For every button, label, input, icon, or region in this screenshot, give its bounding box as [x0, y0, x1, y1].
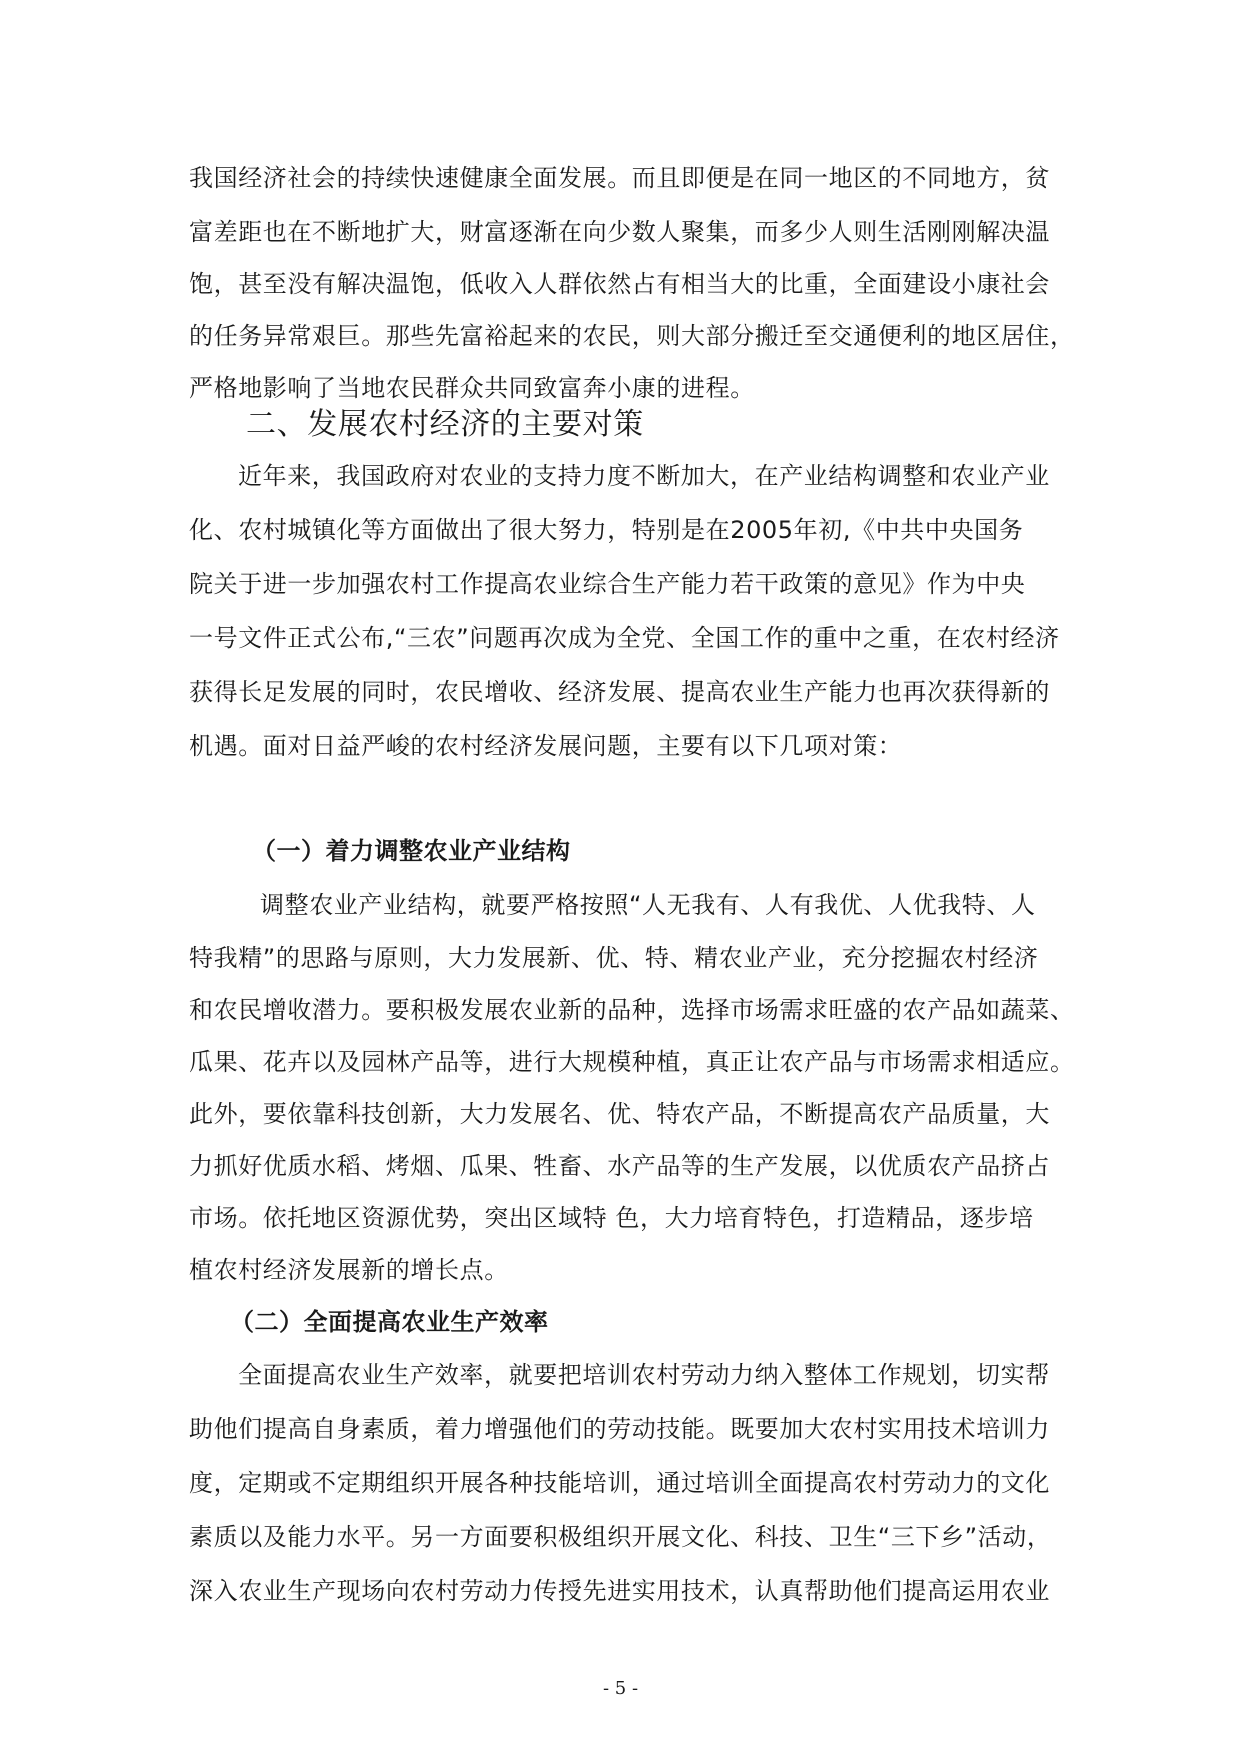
- paragraph-line: 助他们提高自身素质，着力增强他们的劳动技能。既要加大农村实用技术培训力: [189, 1415, 1050, 1443]
- paragraph-line: 和农民增收潜力。要积极发展农业新的品种，选择市场需求旺盛的农产品如蔬菜、: [189, 996, 1075, 1024]
- paragraph-line: 近年来，我国政府对农业的支持力度不断加大，在产业结构调整和农业产业: [238, 462, 1050, 490]
- paragraph-line: 植农村经济发展新的增长点。: [189, 1256, 509, 1284]
- paragraph-line: 饱，甚至没有解决温饱，低收入人群依然占有相当大的比重，全面建设小康社会: [189, 270, 1050, 298]
- paragraph-line: 机遇。面对日益严峻的农村经济发展问题，主要有以下几项对策：: [189, 732, 903, 760]
- paragraph-line: 院关于进一步加强农村工作提高农业综合生产能力若干政策的意见》作为中央: [189, 570, 1026, 598]
- paragraph-line: 全面提高农业生产效率，就要把培训农村劳动力纳入整体工作规划，切实帮: [238, 1361, 1050, 1389]
- paragraph-line: 我国经济社会的持续快速健康全面发展。而且即便是在同一地区的不同地方，贫: [189, 164, 1050, 192]
- paragraph-line: 特我精”的思路与原则，大力发展新、优、特、精农业产业，充分挖掘农村经济: [189, 944, 1039, 972]
- paragraph-line: 此外，要依靠科技创新，大力发展名、优、特农产品，不断提高农产品质量，大: [189, 1100, 1050, 1128]
- paragraph-line: 力抓好优质水稻、烤烟、瓜果、牲畜、水产品等的生产发展，以优质农产品挤占: [189, 1152, 1050, 1180]
- subsection-heading: （二）全面提高农业生产效率: [230, 1308, 549, 1336]
- subsection-heading: （一）着力调整农业产业结构: [252, 837, 571, 865]
- paragraph-line: 深入农业生产现场向农村劳动力传授先进实用技术，认真帮助他们提高运用农业: [189, 1577, 1050, 1605]
- paragraph-line: 瓜果、花卉以及园林产品等，进行大规模种植，真正让农产品与市场需求相适应。: [189, 1048, 1075, 1076]
- paragraph-line: 市场。依托地区资源优势，突出区域特 色，大力培育特色，打造精品，逐步培: [189, 1204, 1034, 1232]
- paragraph-line: 素质以及能力水平。另一方面要积极组织开展文化、科技、卫生“三下乡”活动，: [189, 1523, 1052, 1551]
- paragraph-line: 的任务异常艰巨。那些先富裕起来的农民，则大部分搬迁至交通便利的地区居住，: [189, 322, 1075, 350]
- paragraph-line: 获得长足发展的同时，农民增收、经济发展、提高农业生产能力也再次获得新的: [189, 678, 1050, 706]
- paragraph-line: 度，定期或不定期组织开展各种技能培训，通过培训全面提高农村劳动力的文化: [189, 1469, 1050, 1497]
- paragraph-line: 富差距也在不断地扩大，财富逐渐在向少数人聚集，而多少人则生活刚刚解决温: [189, 218, 1050, 246]
- section-heading: 二、发展农村经济的主要对策: [246, 407, 644, 442]
- paragraph-line: 调整农业产业结构，就要严格按照“人无我有、人有我优、人优我特、人: [260, 891, 1036, 919]
- paragraph-line: 严格地影响了当地农民群众共同致富奔小康的进程。: [189, 374, 755, 402]
- paragraph-line: 一号文件正式公布,“三农”问题再次成为全党、全国工作的重中之重，在农村经济: [189, 624, 1060, 652]
- paragraph-line: 化、农村城镇化等方面做出了很大努力，特别是在2005年初,《中共中央国务: [189, 516, 1024, 544]
- page-number: - 5 -: [602, 1678, 639, 1699]
